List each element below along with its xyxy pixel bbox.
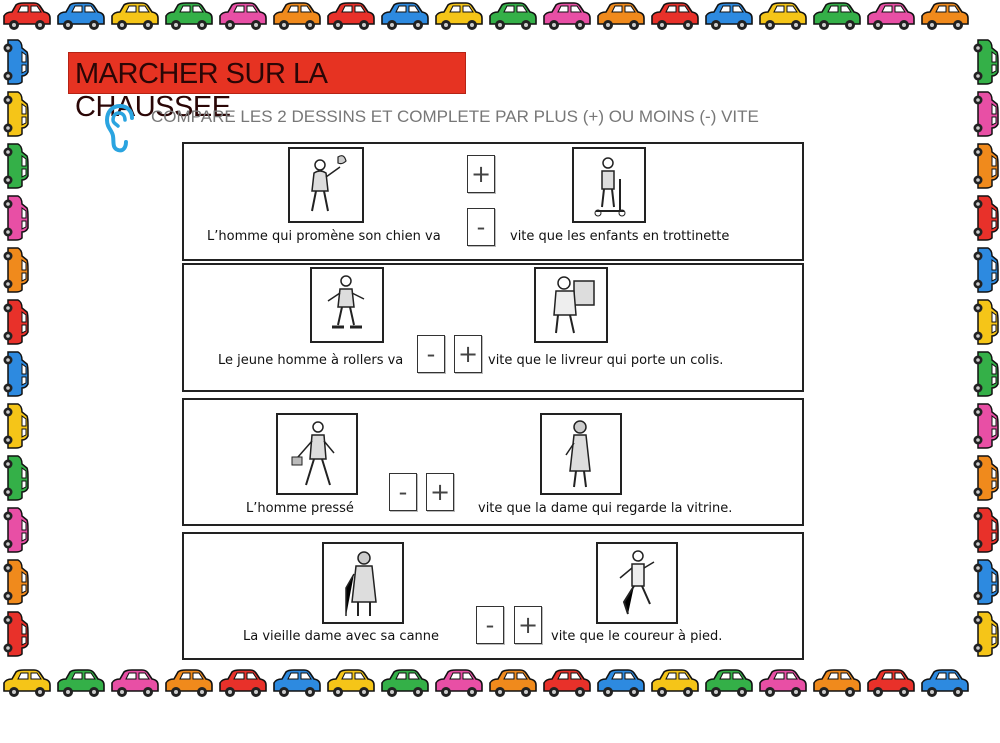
car-icon	[970, 452, 1000, 504]
car-icon	[324, 0, 378, 34]
car-icon	[918, 0, 972, 34]
page-title-banner	[68, 52, 466, 123]
car-icon	[594, 0, 648, 34]
car-icon	[216, 0, 270, 34]
man-walking-dog-drawing	[290, 149, 362, 221]
car-icon	[810, 0, 864, 34]
runner-drawing	[598, 544, 676, 622]
car-icon	[918, 667, 972, 701]
car-icon	[540, 0, 594, 34]
car-icon	[0, 400, 30, 452]
car-icon	[0, 296, 30, 348]
car-icon	[702, 667, 756, 701]
car-icon	[970, 504, 1000, 556]
car-icon	[486, 667, 540, 701]
picture-man-walking-dog	[288, 147, 364, 223]
car-icon	[0, 36, 30, 88]
car-icon	[702, 0, 756, 34]
car-border-left	[0, 36, 30, 743]
car-icon	[970, 296, 1000, 348]
car-icon	[0, 0, 54, 34]
children-on-scooter-drawing	[574, 149, 644, 221]
instruction-text: COMPARE LES 2 DESSINS ET COMPLETE PAR PLUS (+) OU MOINS (-) VITE	[151, 107, 759, 126]
car-icon	[162, 0, 216, 34]
car-icon	[432, 0, 486, 34]
car-icon	[486, 0, 540, 34]
sentence-row2-after: vite que le livreur qui porte un colis.	[488, 353, 724, 368]
car-icon	[0, 348, 30, 400]
car-icon	[970, 36, 1000, 88]
sign-button-row2-right[interactable]: +	[454, 335, 482, 373]
sign-button-row1-bottom[interactable]: -	[467, 208, 495, 246]
sign-button-row1-top[interactable]: +	[467, 155, 495, 193]
car-icon	[756, 0, 810, 34]
car-icon	[540, 667, 594, 701]
sign-button-row3-right[interactable]: +	[426, 473, 454, 511]
picture-young-man-on-rollers	[310, 267, 384, 343]
car-icon	[0, 244, 30, 296]
car-icon	[0, 88, 30, 140]
car-icon	[0, 140, 30, 192]
car-icon	[432, 667, 486, 701]
car-icon	[864, 0, 918, 34]
car-icon	[378, 0, 432, 34]
sign-button-row4-right[interactable]: +	[514, 606, 542, 644]
sentence-row2-before: Le jeune homme à rollers va	[218, 353, 404, 368]
picture-old-lady-with-cane	[322, 542, 404, 624]
car-icon	[594, 667, 648, 701]
sentence-row4-after: vite que le coureur à pied.	[551, 629, 723, 644]
sentence-row4-before: La vieille dame avec sa canne	[243, 629, 440, 644]
car-icon	[970, 192, 1000, 244]
car-icon	[108, 0, 162, 34]
exercise-row-2	[182, 263, 804, 392]
car-icon	[270, 667, 324, 701]
picture-man-in-a-hurry	[276, 413, 358, 495]
car-icon	[54, 667, 108, 701]
picture-children-on-scooter	[572, 147, 646, 223]
sentence-row1-after: vite que les enfants en trottinette	[510, 229, 730, 244]
car-icon	[0, 556, 30, 608]
sign-button-row4-left[interactable]: -	[476, 606, 504, 644]
car-icon	[970, 244, 1000, 296]
car-icon	[810, 667, 864, 701]
car-icon	[0, 504, 30, 556]
car-icon	[216, 667, 270, 701]
page-title: MARCHER SUR LA CHAUSSEE	[75, 58, 326, 123]
young-man-on-rollers-drawing	[312, 269, 382, 341]
picture-delivery-man-carrying-parcel	[534, 267, 608, 343]
car-icon	[54, 0, 108, 34]
picture-runner	[596, 542, 678, 624]
car-border-bottom	[0, 667, 1000, 707]
car-icon	[378, 667, 432, 701]
sign-button-row2-left[interactable]: -	[417, 335, 445, 373]
car-icon	[970, 140, 1000, 192]
car-icon	[162, 667, 216, 701]
car-icon	[0, 608, 30, 660]
car-icon	[756, 667, 810, 701]
car-icon	[648, 667, 702, 701]
car-icon	[864, 667, 918, 701]
sentence-row3-after: vite que la dame qui regarde la vitrine.	[478, 501, 733, 516]
sentence-row3-before: L’homme pressé	[246, 501, 354, 516]
car-icon	[970, 400, 1000, 452]
delivery-man-drawing	[536, 269, 606, 341]
car-icon	[970, 88, 1000, 140]
car-border-top	[0, 0, 1000, 40]
sentence-row1-before: L’homme qui promène son chien va	[207, 229, 441, 244]
car-icon	[108, 667, 162, 701]
old-lady-with-cane-drawing	[324, 544, 402, 622]
ear-icon[interactable]	[104, 104, 140, 154]
car-border-right	[970, 36, 1000, 743]
car-icon	[970, 608, 1000, 660]
car-icon	[970, 556, 1000, 608]
sign-button-row3-left[interactable]: -	[389, 473, 417, 511]
car-icon	[0, 452, 30, 504]
car-icon	[324, 667, 378, 701]
lady-looking-at-window-drawing	[542, 415, 620, 493]
car-icon	[970, 348, 1000, 400]
car-icon	[270, 0, 324, 34]
car-icon	[0, 192, 30, 244]
picture-lady-looking-at-shop-window	[540, 413, 622, 495]
car-icon	[648, 0, 702, 34]
man-in-a-hurry-drawing	[278, 415, 356, 493]
